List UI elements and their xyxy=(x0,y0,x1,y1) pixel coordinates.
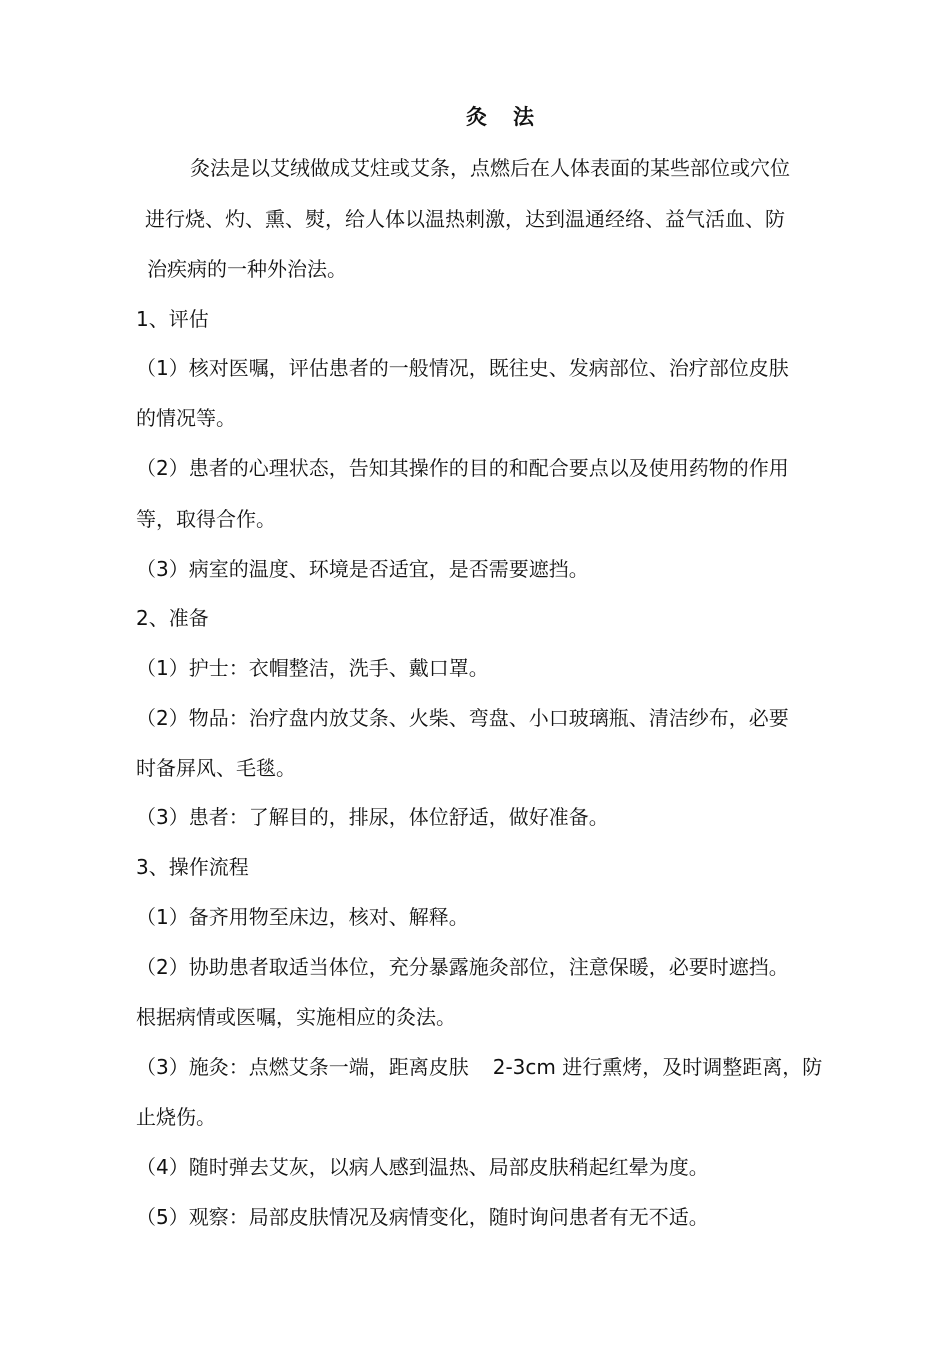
list-item: （3）患者：了解目的，排尿，体位舒适，做好准备。 xyxy=(136,805,609,829)
section-heading-procedure: 3、操作流程 xyxy=(136,855,249,879)
intro-line-1: 灸法是以艾绒做成艾炷或艾条，点燃后在人体表面的某些部位或穴位 xyxy=(190,156,790,180)
list-item-continuation: 止烧伤。 xyxy=(136,1105,216,1129)
list-item: （3）病室的温度、环境是否适宜，是否需要遮挡。 xyxy=(136,557,589,581)
list-item: （2）协助患者取适当体位，充分暴露施灸部位，注意保暖，必要时遮挡。 xyxy=(136,955,789,979)
list-item-continuation: 根据病情或医嘱，实施相应的灸法。 xyxy=(136,1005,456,1029)
list-item-part: 2-3cm 进行熏烤，及时调整距离，防 xyxy=(492,1055,823,1079)
list-item: （4）随时弹去艾灰，以病人感到温热、局部皮肤稍起红晕为度。 xyxy=(136,1155,709,1179)
list-item: （2）物品：治疗盘内放艾条、火柴、弯盘、小口玻璃瓶、清洁纱布，必要 xyxy=(136,706,789,730)
intro-line-3: 治疾病的一种外治法。 xyxy=(147,257,347,281)
title-char-2: 法 xyxy=(513,105,534,129)
list-item-continuation: 时备屏风、毛毯。 xyxy=(136,756,296,780)
list-item-continuation: 等，取得合作。 xyxy=(136,507,276,531)
list-item xyxy=(136,1054,822,1080)
list-item: （2）患者的心理状态，告知其操作的目的和配合要点以及使用药物的作用 xyxy=(136,456,789,480)
section-heading-assessment: 1、评估 xyxy=(136,307,209,331)
list-item: （1）备齐用物至床边，核对、解释。 xyxy=(136,905,469,929)
list-item-part: （3）施灸：点燃艾条一端，距离皮肤 xyxy=(136,1055,469,1079)
list-item: （1）护士：衣帽整洁，洗手、戴口罩。 xyxy=(136,656,489,680)
list-item-continuation: 的情况等。 xyxy=(136,406,236,430)
list-item: （5）观察：局部皮肤情况及病情变化，随时询问患者有无不适。 xyxy=(136,1205,709,1229)
list-item: （1）核对医嘱，评估患者的一般情况，既往史、发病部位、治疗部位皮肤 xyxy=(136,356,789,380)
intro-line-2: 进行烧、灼、熏、熨，给人体以温热刺激，达到温通经络、益气活血、防 xyxy=(145,207,785,231)
section-heading-preparation: 2、准备 xyxy=(136,606,209,630)
title-char-1: 灸 xyxy=(466,105,487,129)
document-title xyxy=(466,103,534,131)
